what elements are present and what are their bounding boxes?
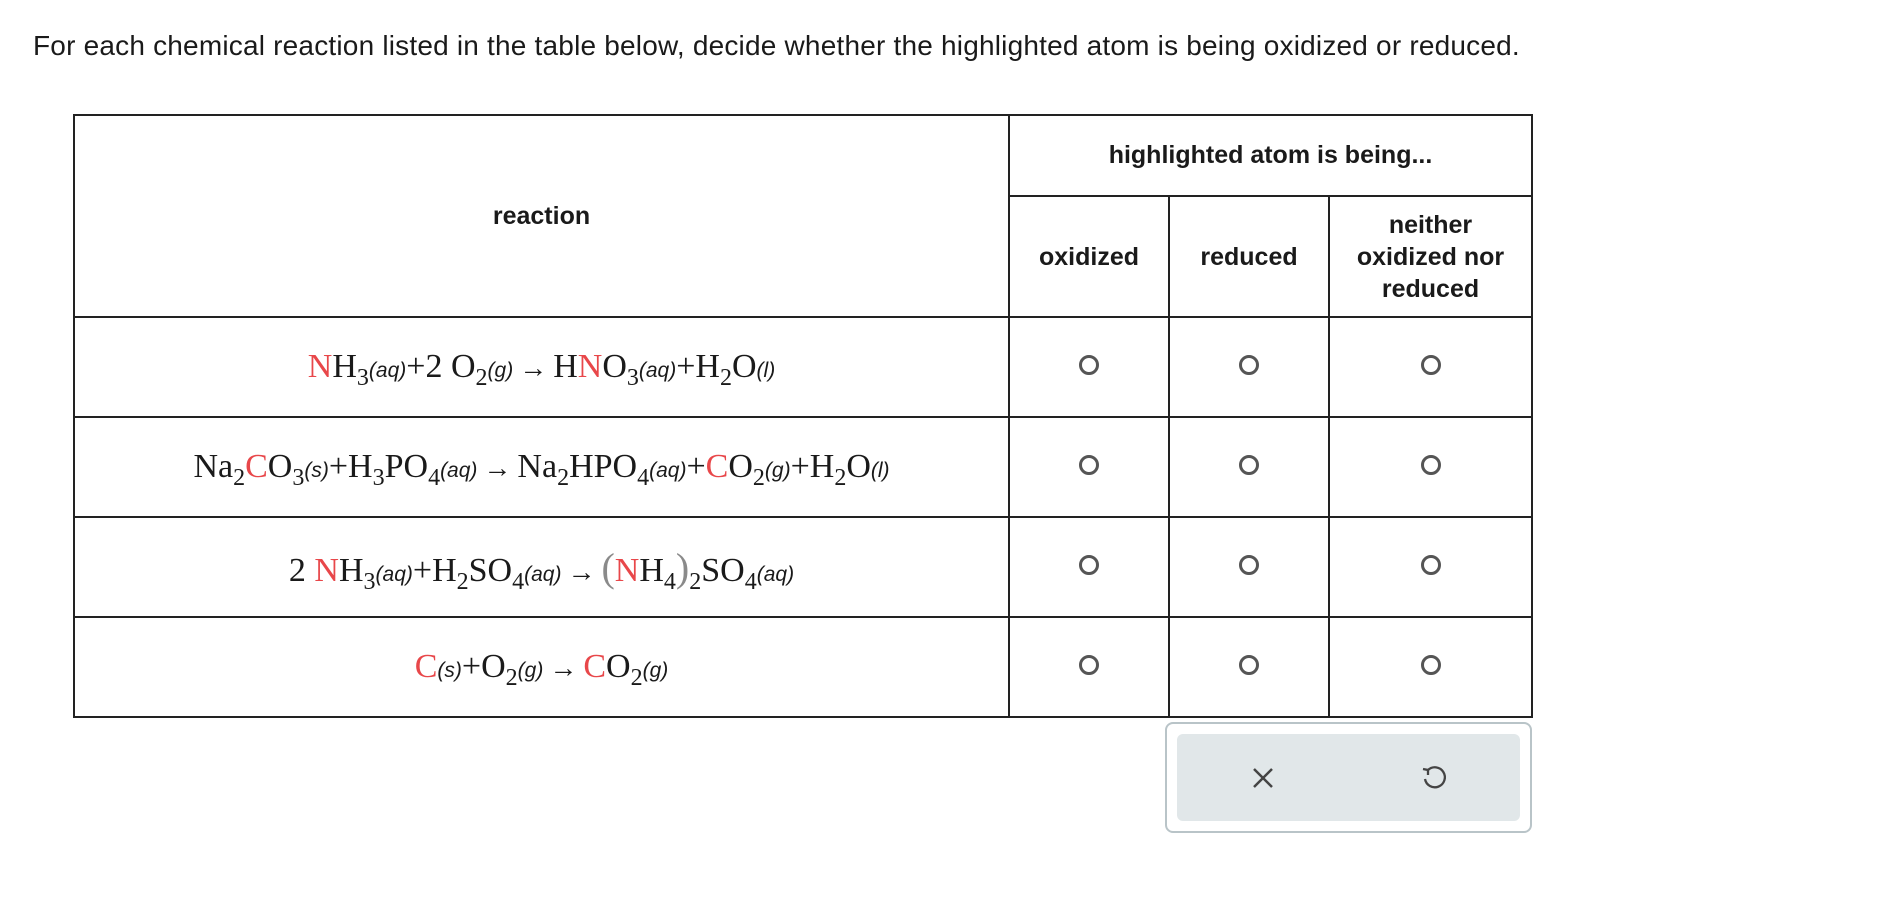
answer-toolbar [1165,722,1532,833]
radio-cell [1169,417,1329,517]
radio-cell [1169,317,1329,417]
radio-neither[interactable] [1421,555,1441,575]
reaction-equation: $Na_2CO_3(s)+H_3PO_4(aq) \to Na_2HPO_4(aq)+CO_2(g)+H_2O(l)$ [74,417,1009,517]
header-neither: neither oxidized nor reduced [1329,196,1532,317]
header-reduced: reduced [1169,196,1329,317]
radio-oxidized[interactable] [1079,655,1099,675]
reaction-table [73,114,1533,718]
group-header: highlighted atom is being... [1009,115,1532,196]
reaction-equation: $C(s)+O_2(g) \to CO_2(g)$ [74,617,1009,717]
radio-oxidized[interactable] [1079,355,1099,375]
reaction-equation: 2 $NH_3(aq)+H_2SO_4(aq) \to (NH_4)_2SO_4(aq)$ [74,517,1009,617]
radio-cell [1009,517,1169,617]
radio-cell [1329,317,1532,417]
table-row [74,517,1532,617]
reaction-equation: $NH_3(aq)+2$ $O_2(g) \to HNO_3(aq)+H_2O(l)$ [74,317,1009,417]
radio-cell [1009,617,1169,717]
instructions-text: For each chemical reaction listed in the table below, decide whether the highlighted atom is being oxidized or reduced. [33,30,1520,61]
radio-oxidized[interactable] [1079,555,1099,575]
radio-cell [1169,617,1329,717]
undo-icon [1419,763,1449,793]
radio-reduced[interactable] [1239,555,1259,575]
close-icon [1249,764,1277,792]
radio-cell [1009,317,1169,417]
clear-button[interactable] [1233,748,1293,808]
radio-oxidized[interactable] [1079,455,1099,475]
radio-neither[interactable] [1421,655,1441,675]
radio-cell [1009,417,1169,517]
undo-button[interactable] [1404,748,1464,808]
radio-reduced[interactable] [1239,355,1259,375]
radio-reduced[interactable] [1239,455,1259,475]
header-oxidized: oxidized [1009,196,1169,317]
radio-cell [1329,617,1532,717]
table-row [74,317,1532,417]
radio-neither[interactable] [1421,455,1441,475]
table-row [74,617,1532,717]
radio-cell [1329,417,1532,517]
radio-cell [1169,517,1329,617]
radio-cell [1329,517,1532,617]
radio-neither[interactable] [1421,355,1441,375]
radio-reduced[interactable] [1239,655,1259,675]
reaction-header: reaction [74,115,1009,317]
table-row [74,417,1532,517]
